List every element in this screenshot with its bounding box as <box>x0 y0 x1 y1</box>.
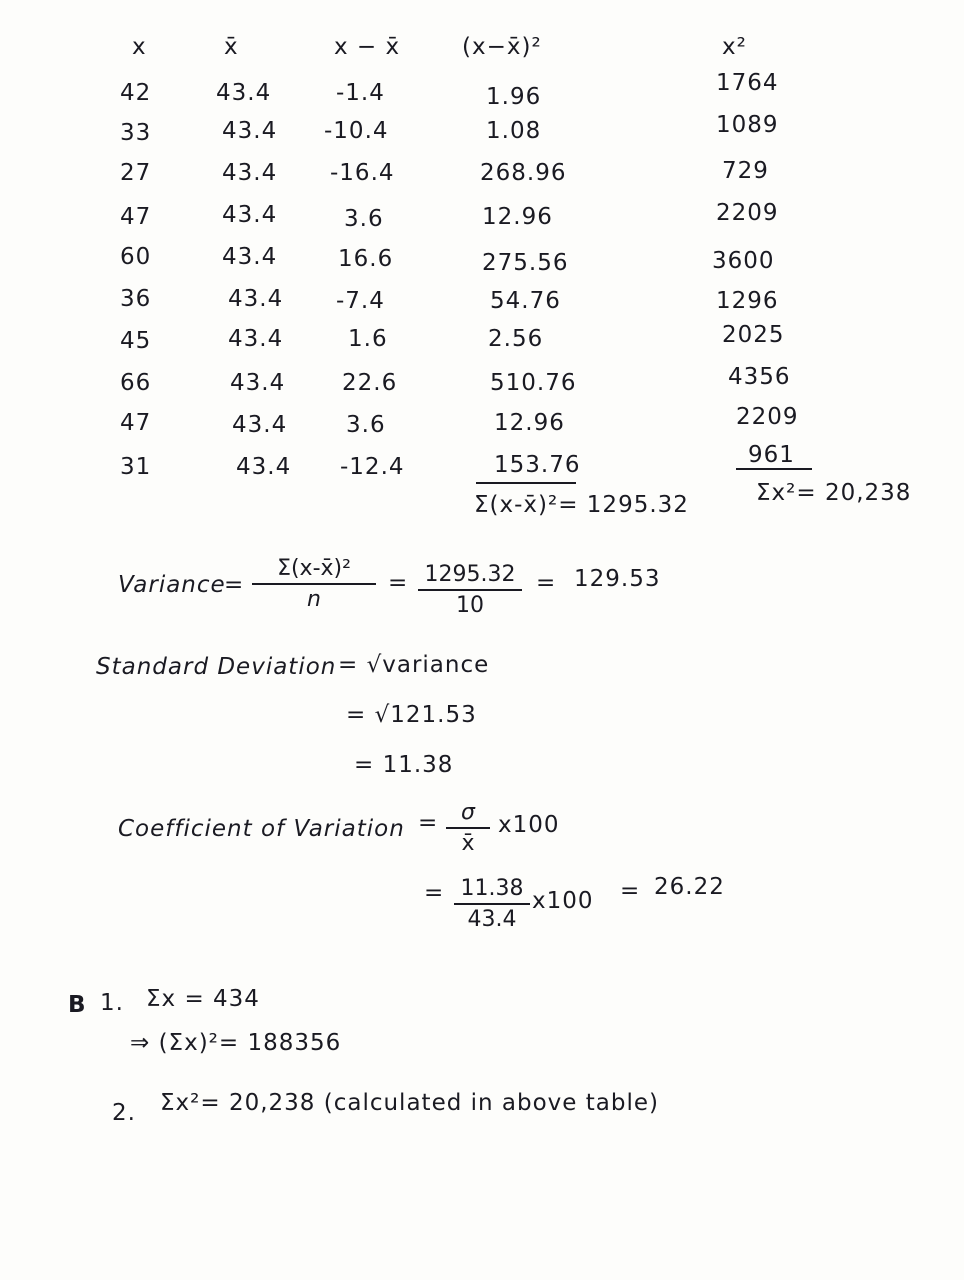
header-deviation: x − x̄ <box>334 34 401 60</box>
cell-x-squared: 2209 <box>716 200 779 226</box>
cell-deviation: 22.6 <box>342 370 398 396</box>
fraction-numerator: 1295.32 <box>418 562 522 591</box>
equals-sign: = <box>620 878 641 904</box>
cell-deviation: -10.4 <box>324 118 389 144</box>
equals-sign: = <box>388 570 409 596</box>
sum-x: Σx = 434 <box>146 986 260 1012</box>
cell-deviation: 3.6 <box>344 206 384 232</box>
cell-x: 47 <box>120 410 152 436</box>
cell-xbar: 43.4 <box>230 370 286 396</box>
sum-underline-sq-dev <box>476 482 576 484</box>
fraction-denominator: 43.4 <box>467 907 517 932</box>
cv-label: Coefficient of Variation <box>118 816 405 842</box>
sum-x-squared-total: ⇒ (Σx)²= 188356 <box>130 1030 342 1056</box>
variance-value-fraction <box>418 562 522 618</box>
sd-step-1: = √variance <box>338 652 490 678</box>
cell-x-squared: 1764 <box>716 70 779 96</box>
variance-formula-fraction <box>252 556 376 612</box>
cv-result: 26.22 <box>654 874 725 900</box>
cv-formula-fraction <box>446 800 490 856</box>
fraction-numerator: Σ(x-x̄)² <box>252 556 376 585</box>
cell-x: 60 <box>120 244 152 270</box>
cell-x-squared: 729 <box>722 158 769 184</box>
item-number: 1. <box>100 990 124 1016</box>
multiplier: x100 <box>498 812 560 838</box>
cell-xbar: 43.4 <box>222 244 278 270</box>
cell-deviation: -16.4 <box>330 160 395 186</box>
cell-xbar: 43.4 <box>236 454 292 480</box>
cell-sq-deviation: 510.76 <box>490 370 577 396</box>
cell-sq-deviation: 153.76 <box>494 452 581 478</box>
fraction-denominator: x̄ <box>461 831 475 856</box>
cell-x: 31 <box>120 454 152 480</box>
cell-sq-deviation: 2.56 <box>488 326 544 352</box>
equals-sign: = <box>224 572 245 598</box>
cell-xbar: 43.4 <box>216 80 272 106</box>
header-sq-deviation: (x−x̄)² <box>462 34 542 60</box>
variance-result: 129.53 <box>574 566 661 592</box>
part-b-heading: B <box>68 992 87 1018</box>
multiplier: x100 <box>532 888 594 914</box>
fraction-numerator: 11.38 <box>454 876 530 905</box>
header-x: x <box>132 34 147 60</box>
sum-x-squared: Σx²= 20,238 <box>756 480 912 506</box>
cell-xbar: 43.4 <box>222 118 278 144</box>
cell-x-squared: 4356 <box>728 364 791 390</box>
cell-x: 33 <box>120 120 152 146</box>
header-xbar: x̄ <box>224 34 239 60</box>
cell-sq-deviation: 268.96 <box>480 160 567 186</box>
fraction-denominator: 10 <box>456 593 484 618</box>
cell-sq-deviation: 1.96 <box>486 84 542 110</box>
header-x-squared: x² <box>722 34 747 60</box>
cell-x: 42 <box>120 80 152 106</box>
cell-deviation: -12.4 <box>340 454 405 480</box>
cell-xbar: 43.4 <box>222 202 278 228</box>
sd-step-2: = √121.53 <box>346 702 477 728</box>
variance-label: Variance <box>118 572 226 598</box>
cell-deviation: 3.6 <box>346 412 386 438</box>
cell-x-squared: 1089 <box>716 112 779 138</box>
item-number: 2. <box>112 1100 136 1126</box>
cell-sq-deviation: 12.96 <box>482 204 553 230</box>
cell-xbar: 43.4 <box>228 326 284 352</box>
cell-xbar: 43.4 <box>228 286 284 312</box>
sum-of-squares-note: Σx²= 20,238 (calculated in above table) <box>160 1090 659 1116</box>
cv-value-fraction <box>454 876 530 932</box>
cell-sq-deviation: 54.76 <box>490 288 561 314</box>
standard-deviation-label: Standard Deviation <box>96 654 337 680</box>
cell-xbar: 43.4 <box>222 160 278 186</box>
equals-sign: = <box>536 570 557 596</box>
cell-x-squared: 1296 <box>716 288 779 314</box>
cell-x: 66 <box>120 370 152 396</box>
cell-xbar: 43.4 <box>232 412 288 438</box>
cell-sq-deviation: 275.56 <box>482 250 569 276</box>
fraction-denominator: n <box>307 587 321 612</box>
equals-sign: = <box>418 810 439 836</box>
cell-deviation: -1.4 <box>336 80 385 106</box>
cell-x-squared: 2025 <box>722 322 785 348</box>
cell-x: 27 <box>120 160 152 186</box>
sum-sq-deviation: Σ(x-x̄)²= 1295.32 <box>474 492 689 518</box>
cell-sq-deviation: 1.08 <box>486 118 542 144</box>
cell-deviation: -7.4 <box>336 288 385 314</box>
cell-x-squared: 961 <box>748 442 795 468</box>
sum-underline-x-squared <box>736 468 812 470</box>
cell-x: 36 <box>120 286 152 312</box>
cell-x: 45 <box>120 328 152 354</box>
fraction-numerator: σ <box>446 800 490 829</box>
cell-deviation: 16.6 <box>338 246 394 272</box>
cell-sq-deviation: 12.96 <box>494 410 565 436</box>
cell-deviation: 1.6 <box>348 326 388 352</box>
cell-x-squared: 3600 <box>712 248 775 274</box>
equals-sign: = <box>424 880 445 906</box>
cell-x-squared: 2209 <box>736 404 799 430</box>
sd-step-3: = 11.38 <box>354 752 454 778</box>
cell-x: 47 <box>120 204 152 230</box>
